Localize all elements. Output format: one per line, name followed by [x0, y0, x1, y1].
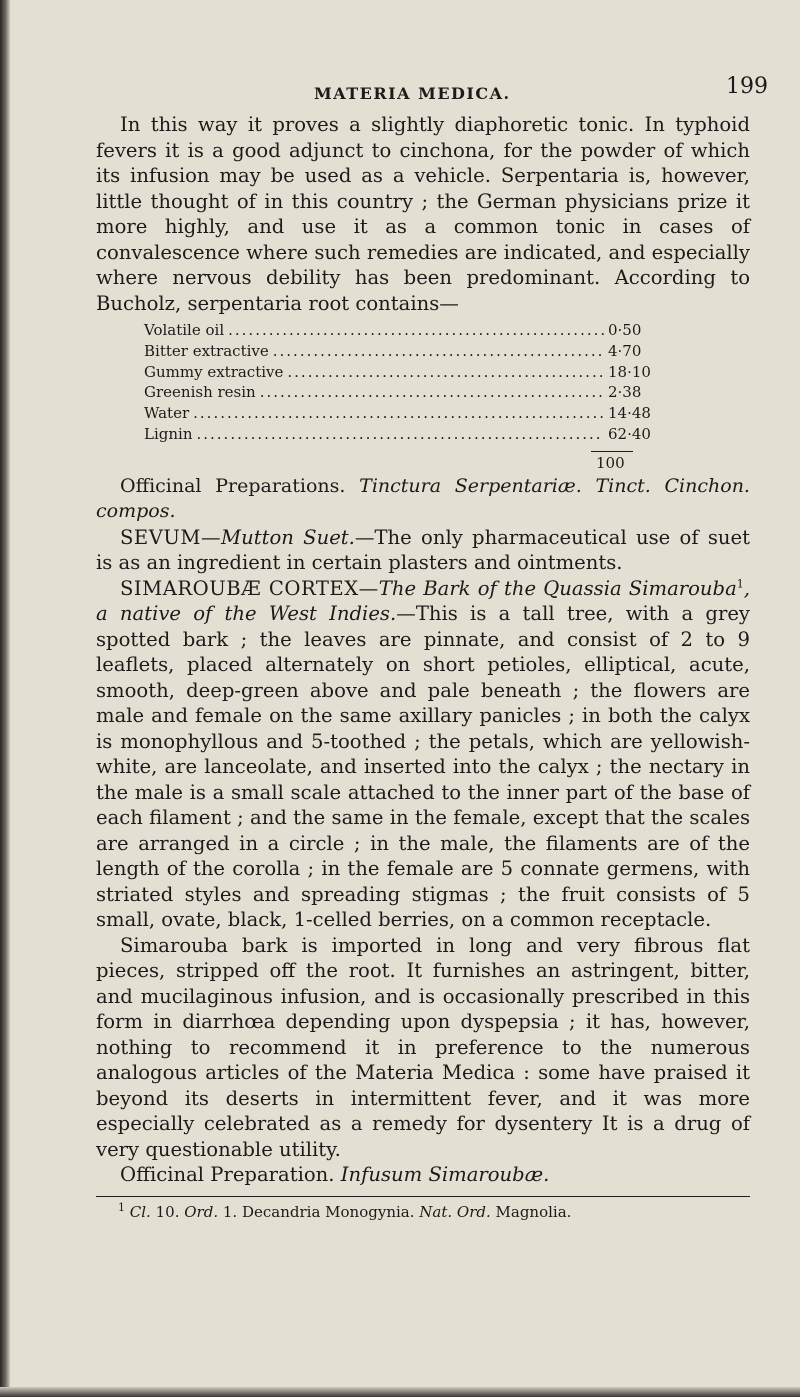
leader-dots — [287, 362, 604, 383]
officinal-prep: Tinctura Serpentariæ. — [359, 474, 582, 497]
component-value: 4·70 — [608, 341, 642, 360]
footnote-rule — [96, 1196, 750, 1197]
officinal-prep: Tinct. Cinchon. compos. — [96, 474, 750, 523]
composition-row — [144, 341, 664, 362]
footnote-number: 1 — [118, 1200, 125, 1214]
officinal-label: Officinal Preparations. — [120, 474, 346, 497]
book-spine-shadow — [0, 0, 10, 1397]
leader-dots — [273, 341, 604, 362]
entry-latin-name: Mutton Suet. — [221, 525, 355, 549]
component-value: 62·40 — [608, 424, 651, 443]
component-value: 0·50 — [608, 321, 642, 339]
leader-dots — [228, 320, 604, 341]
composition-row — [144, 403, 664, 424]
footnote-family: Magnolia. — [495, 1202, 572, 1221]
serpentaria-officinal — [96, 474, 750, 525]
footnote — [118, 1201, 750, 1223]
footnote-system: Decandria Monogynia. — [241, 1202, 415, 1221]
footnote-cl: Cl. — [129, 1202, 151, 1221]
component-value: 2·38 — [608, 383, 642, 402]
simarouba-officinal — [96, 1162, 750, 1188]
composition-total: 100 — [596, 453, 625, 472]
leader-dots — [260, 382, 604, 403]
composition-row — [144, 382, 664, 403]
sevum-entry — [96, 525, 750, 576]
simarouba-entry — [96, 576, 750, 933]
component-name: Gummy extractive — [144, 362, 284, 381]
entry-heading: SIMAROUBÆ CORTEX— — [120, 576, 379, 600]
serpentaria-paragraph: In this way it proves a slightly diaphoretic tonic. In typhoid fevers it is a good adjunct to cinchona, for the powder of which its infusion may be used as a vehicle. Serpentaria is, however, little thought of in this country ; the German physicians prize it more highly, and use it as a common tonic in cases of convalescence where such remedies are indicated, and especially where nervous debility has been predominant. According to Bucholz, serpentaria root contains— — [96, 113, 750, 315]
footnote-ord: Ord. — [184, 1202, 219, 1221]
composition-row — [144, 362, 664, 383]
entry-heading: SEVUM— — [120, 525, 222, 549]
page-header — [96, 64, 768, 106]
footnote-cl-num: 10. — [155, 1202, 180, 1221]
page-bottom-edge — [0, 1387, 800, 1397]
footnote-nat-ord: Nat. Ord. — [419, 1202, 491, 1221]
component-name: Greenish resin — [144, 383, 256, 402]
entry-text: —The only pharmaceutical use of suet is as an ingredient in certain plasters and ointments. — [96, 525, 750, 575]
entry-text: —This is a tall tree, with a grey spotted bark ; the leaves are pinnate, and consist of 2 to 9 leaflets, placed alternately on short petioles, elliptical, acute, smooth, deep-green above and pale beneath ; the flowers are male and female on the same axillary panicles ; in both the calyx is monophyllous and 5-toothed ; the petals, which are yellowish-white, are lanceolate, and inserted into the calyx ; the nectary in the male is a small scale attached to the inner part of the base of each filament ; and the same in the female, except that the scales are arranged in a circle ; in the male, the filaments are of the length of the corolla ; in the female are 5 connate germens, with striated styles and spreading stigmas ; the fruit consists of 5 small, ovate, black, 1-celled berries, on a common receptacle. — [96, 602, 750, 932]
page — [96, 64, 768, 1223]
entry-title-cont: , a native of the West Indies. — [96, 576, 751, 626]
running-title: MATERIA MEDICA. — [314, 84, 511, 103]
component-name: Water — [144, 404, 190, 423]
leader-dots — [193, 403, 604, 424]
component-name: Bitter extractive — [144, 341, 269, 360]
footnote-ord-num: 1. — [222, 1202, 238, 1221]
footnote-marker: 1 — [736, 577, 744, 591]
component-name: Lignin — [144, 424, 193, 443]
composition-row — [144, 320, 664, 341]
officinal-prep: Infusum Simaroubæ. — [340, 1163, 550, 1187]
simarouba-paragraph-2: Simarouba bark is imported in long and very fibrous flat pieces, stripped off the root. It furnishes an astringent, bitter, and mucilaginous infusion, and is occasionally prescribed in this form in diarrhœa depending upon dyspepsia ; it has, however, nothing to recommend it in preference to the numerous analogous articles of the Materia Medica : some have praised it beyond its deserts in intermittent fever, and it was more especially celebrated as a remedy for dysentery It is a drug of very questionable utility. — [96, 933, 750, 1161]
composition-table — [144, 320, 664, 445]
page-number: 199 — [726, 74, 768, 99]
leader-dots — [196, 424, 604, 445]
officinal-label: Officinal Preparation. — [120, 1163, 335, 1187]
component-value: 18·10 — [608, 362, 651, 381]
composition-row — [144, 424, 664, 445]
entry-title: The Bark of the Quassia Simarouba — [378, 576, 737, 600]
component-value: 14·48 — [608, 404, 651, 423]
component-name: Volatile oil — [144, 321, 225, 339]
